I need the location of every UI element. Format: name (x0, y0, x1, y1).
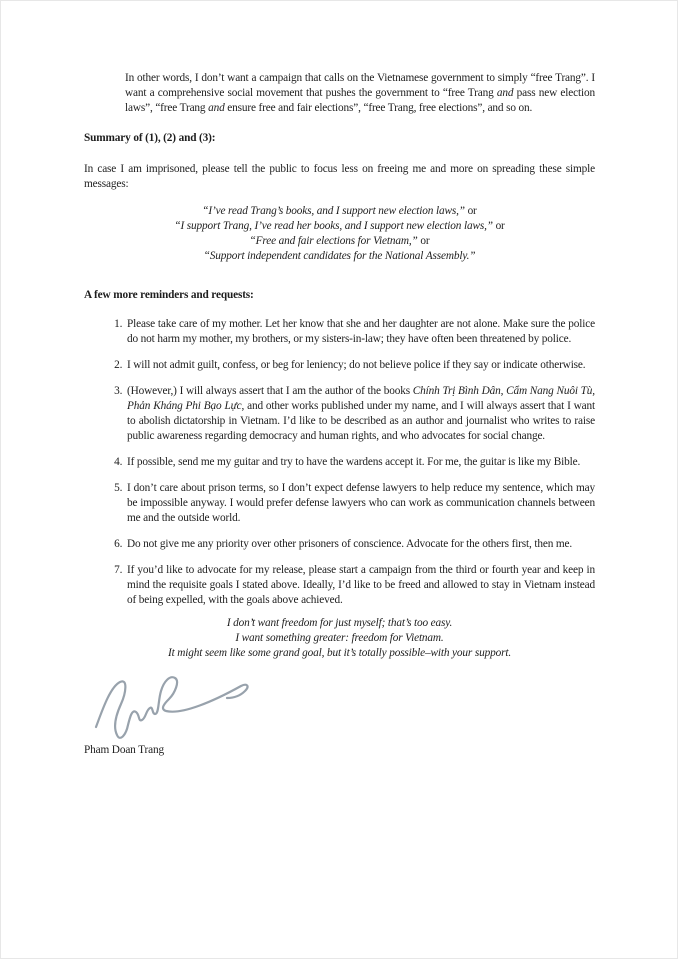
quote-or: or (420, 235, 430, 247)
reminders-heading: A few more reminders and requests: (84, 289, 254, 301)
quote-line (84, 249, 595, 264)
list-item-6 (125, 537, 595, 552)
quote-text: “Support independent candidates for the National Assembly.” (203, 250, 476, 262)
closing-line: I want something greater: freedom for Vietnam. (235, 632, 444, 644)
book-titles: Chính Trị Bình Dân, Cẩm Nang Nuôi Tù, Phản Kháng Phi Bạo Lực (127, 385, 595, 412)
intro-italic-and: and (208, 102, 225, 114)
list-item-text: (However,) I will always assert that I am the author of the books (127, 385, 413, 397)
signature-stroke (96, 677, 248, 738)
list-item-text: I will not admit guilt, confess, or beg for leniency; do not believe police if they say or indicate otherwise. (127, 359, 586, 371)
list-item-text: I don’t care about prison terms, so I don’t expect defense lawyers to help reduce my sentence, which may be impossible anyway. I would prefer defense lawyers who can work as communication channels between me and the outside world. (127, 482, 595, 524)
intro-text-segment: In other words, I don’t want a campaign that calls on the Vietnamese government to simply “free Trang”. I want a comprehensive social movement that pushes the government to “free Trang (125, 72, 595, 99)
list-item-5 (125, 481, 595, 526)
signer-name: Pham Doan Trang (84, 744, 164, 756)
imprisoned-paragraph: In case I am imprisoned, please tell the public to focus less on freeing me and more on spreading these simple messages: (84, 163, 595, 190)
quote-line (84, 204, 595, 219)
list-item-text: Please take care of my mother. Let her know that she and her daughter are not alone. Make sure the police do not harm my mother, my brothers, or my sisters-in-law; they have often been threatened by police. (127, 318, 595, 345)
intro-text-segment: pass new election laws”, “free Trang (125, 87, 595, 114)
requests-list (84, 317, 595, 608)
quote-text: “I support Trang, I’ve read her books, and I support new election laws,” (174, 220, 496, 232)
list-item-3 (125, 384, 595, 444)
quote-line (84, 234, 595, 249)
list-item-text: , and other works published under my name, and I will always assert that I want to abolish dictatorship in Vietnam. I’d like to be described as an author and journalist who writes to raise public awareness regarding democracy and human rights, and who advocates for social change. (127, 400, 595, 442)
list-item-text: Do not give me any priority over other prisoners of conscience. Advocate for the others first, then me. (127, 538, 573, 550)
intro-italic-and: and (496, 87, 514, 99)
intro-paragraph (125, 71, 595, 116)
closing-line: I don’t want freedom for just myself; that’s too easy. (226, 617, 453, 629)
closing-quote (84, 616, 595, 661)
handwritten-signature-icon (86, 673, 595, 739)
list-item-1 (125, 317, 595, 347)
intro-text-segment: ensure free and fair elections”, “free Trang, free elections”, and so on. (224, 102, 533, 114)
list-item-4 (125, 455, 595, 470)
quote-text: “I’ve read Trang’s books, and I support new election laws,” (202, 205, 468, 217)
quote-or: or (495, 220, 505, 232)
quote-or: or (467, 205, 477, 217)
quote-text: “Free and fair elections for Vietnam,” (249, 235, 421, 247)
message-quotes (84, 204, 595, 264)
closing-line: It might seem like some grand goal, but it’s totally possible–with your support. (167, 647, 511, 659)
list-item-text: If you’d like to advocate for my release, please start a campaign from the third or fourth year and keep in mind the requisite goals I stated above. Ideally, I’d like to be freed and allowed to stay in Vietnam instead of being expelled, with the goals above achieved. (127, 564, 595, 606)
quote-line (84, 219, 595, 234)
list-item-text: If possible, send me my guitar and try to have the wardens accept it. For me, the guitar is like my Bible. (127, 456, 581, 468)
summary-heading: Summary of (1), (2) and (3): (84, 132, 216, 144)
list-item-2 (125, 358, 595, 373)
list-item-7 (125, 563, 595, 608)
